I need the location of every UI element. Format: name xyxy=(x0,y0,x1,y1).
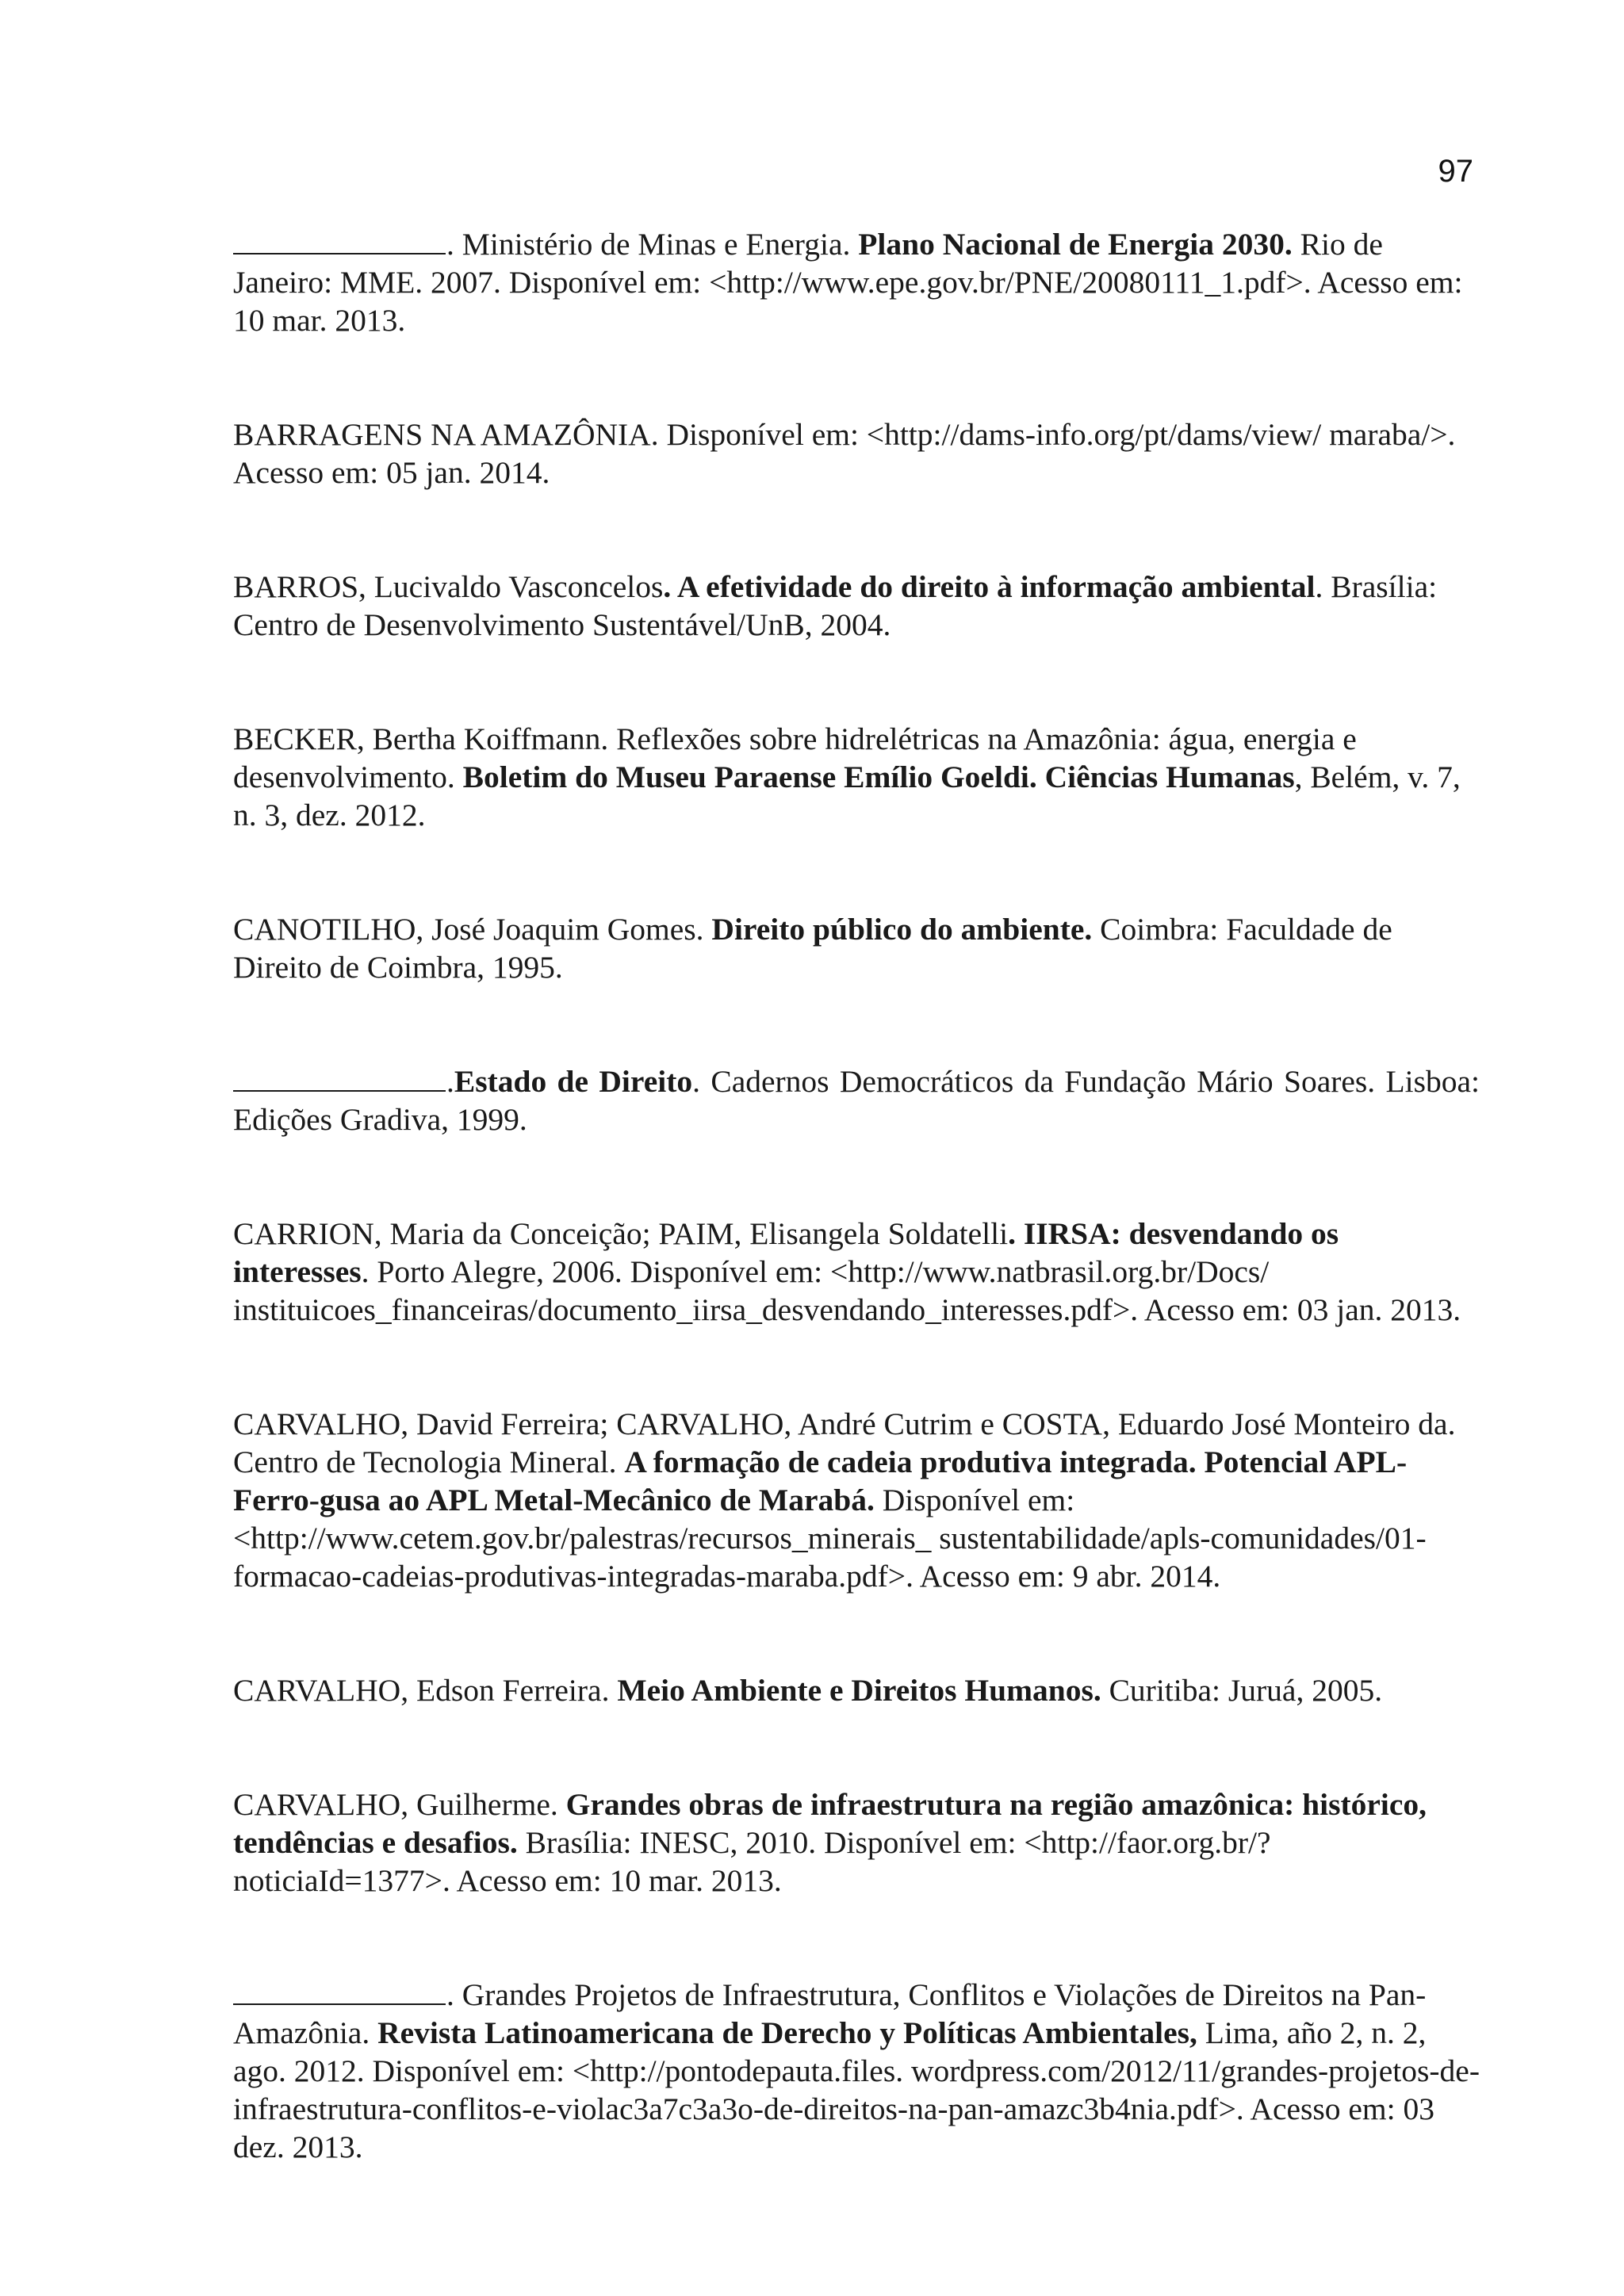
reference-title: Grandes obras de infraestrutura na região amazônica: histórico, tendências e desafios. xyxy=(233,1787,1427,1860)
reference-title: . IIRSA: desvendando os interesses xyxy=(233,1216,1339,1289)
reference-text: Coimbra: Faculdade de Direito de Coimbra, 1995. xyxy=(233,912,1392,985)
reference-text: CARVALHO, David Ferreira; CARVALHO, André Cutrim e COSTA, Eduardo José Monteiro da. Centro de Tecnologia Mineral. xyxy=(233,1406,1456,1479)
reference-entry xyxy=(233,1976,1480,2166)
reference-text: . Grandes Projetos de Infraestrutura, Conflitos e Violações de Direitos na Pan-Amazônia. xyxy=(233,1977,1427,2050)
author-repeat-rule xyxy=(233,1090,446,1092)
reference-text: BECKER, Bertha Koiffmann. Reflexões sobre hidrelétricas na Amazônia: água, energia e desenvolvimento. xyxy=(233,721,1357,794)
reference-title: A formação de cadeia produtiva integrada. Potencial APL-Ferro-gusa ao APL Metal-Mecânico de Marabá. xyxy=(233,1445,1408,1517)
reference-entry xyxy=(233,910,1480,986)
reference-text: Brasília: INESC, 2010. Disponível em: <http://faor.org.br/?noticiaId=1377>. Acesso em: 10 mar. 2013. xyxy=(233,1825,1271,1898)
reference-entry xyxy=(233,225,1480,339)
reference-text: BARRAGENS NA AMAZÔNIA. Disponível em: <http://dams-info.org/pt/dams/view/ maraba/>. Acesso em: 05 jan. 2014. xyxy=(233,417,1456,490)
reference-list xyxy=(233,225,1480,2242)
page-number: 97 xyxy=(1438,154,1473,189)
reference-title: Meio Ambiente e Direitos Humanos. xyxy=(617,1673,1101,1708)
author-repeat-rule xyxy=(233,2003,446,2005)
reference-entry xyxy=(233,415,1480,492)
reference-text: CANOTILHO, José Joaquim Gomes. xyxy=(233,912,712,947)
reference-title: Revista Latinoamericana de Derecho y Políticas Ambientales, xyxy=(377,2015,1197,2050)
reference-text: . Brasília: Centro de Desenvolvimento Sustentável/UnB, 2004. xyxy=(233,569,1438,642)
reference-text: . Porto Alegre, 2006. Disponível em: <http://www.natbrasil.org.br/Docs/ instituicoes_financeiras/documento_iirsa_desvendando_interesses.pdf>. Acesso em: 03 jan. 2013. xyxy=(233,1254,1461,1327)
reference-text: Disponível em: <http://www.cetem.gov.br/palestras/recursos_minerais_ sustentabilidade/apls-comunidades/01-formacao-cadeias-produtivas-integradas-maraba.pdf>. Acesso em: 9 abr. 2014. xyxy=(233,1483,1427,1594)
reference-title: Plano Nacional de Energia 2030. xyxy=(858,227,1293,262)
reference-text: . xyxy=(446,1064,454,1099)
reference-text: BARROS, Lucivaldo Vasconcelos xyxy=(233,569,664,604)
reference-text: CARVALHO, Guilherme. xyxy=(233,1787,566,1822)
reference-entry xyxy=(233,1215,1480,1329)
reference-entry xyxy=(233,568,1480,644)
reference-text: Curitiba: Juruá, 2005. xyxy=(1101,1673,1383,1708)
reference-entry xyxy=(233,720,1480,834)
reference-text: CARVALHO, Edson Ferreira. xyxy=(233,1673,618,1708)
reference-text: CARRION, Maria da Conceição; PAIM, Elisangela Soldatelli xyxy=(233,1216,1009,1251)
reference-title: Direito público do ambiente. xyxy=(711,912,1093,947)
reference-entry xyxy=(233,1671,1480,1709)
reference-entry xyxy=(233,1785,1480,1900)
reference-text: . Ministério de Minas e Energia. xyxy=(446,227,859,262)
reference-title: . A efetividade do direito à informação ambiental xyxy=(663,569,1316,604)
reference-title: Estado de Direito xyxy=(454,1064,693,1099)
reference-text: , Belém, v. 7, n. 3, dez. 2012. xyxy=(233,760,1461,832)
reference-text: Lima, año 2, n. 2, ago. 2012. Disponível em: <http://pontodepauta.files. wordpress.com/2012/11/grandes-projetos-de-infraestrutura-conflitos-e-violac3a7c3a3o-de-direitos-na-pan-amazc3b4nia.pdf>. Acesso em: 03 dez. 2013. xyxy=(233,2015,1480,2164)
reference-text: . Cadernos Democráticos da Fundação Mário Soares. Lisboa: Edições Gradiva, 1999. xyxy=(233,1064,1480,1137)
reference-title: Boletim do Museu Paraense Emílio Goeldi. Ciências Humanas xyxy=(462,760,1295,794)
reference-entry xyxy=(233,1405,1480,1595)
author-repeat-rule xyxy=(233,253,446,254)
reference-entry xyxy=(233,1062,1480,1138)
reference-text: Rio de Janeiro: MME. 2007. Disponível em: <http://www.epe.gov.br/PNE/20080111_1.pdf>. Acesso em: 10 mar. 2013. xyxy=(233,227,1463,338)
